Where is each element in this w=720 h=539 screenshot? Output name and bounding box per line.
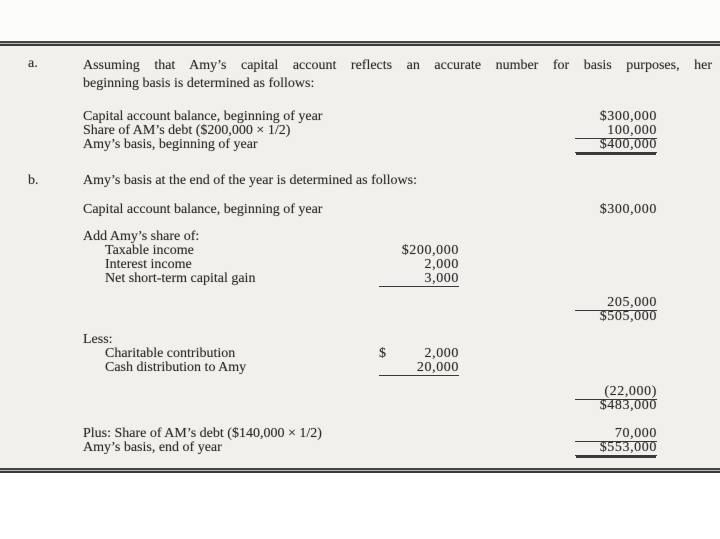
table-row [83,347,657,361]
row-label: Taxable income [105,243,194,258]
page-top-margin [0,0,720,41]
item-b-header [0,174,720,188]
row-label: Plus: Share of AM’s debt ($140,000 × 1/2) [83,426,322,441]
table-row [83,333,657,347]
right-amount: 100,000 [575,124,657,139]
row-label: Capital account balance, beginning of year [83,202,323,217]
table-row [83,272,657,286]
table-row [83,399,657,413]
mid-amount [379,244,459,258]
right-amount: (22,000) [575,385,657,400]
page-bottom-margin [0,473,720,539]
item-a-intro [83,57,712,93]
amount-value: 3,000 [424,271,459,286]
right-amount: $300,000 [599,109,657,124]
document-content [0,46,720,468]
row-label: Share of AM’s debt ($200,000 × 1/2) [83,123,291,138]
mid-amount [379,361,459,376]
item-b-marker: b. [28,173,39,188]
amount-value: $200,000 [401,243,459,258]
table-row [83,310,657,324]
right-amount: $505,000 [599,309,657,324]
content-bottom-gap [0,455,720,468]
item-b-intro: Amy’s basis at the end of the year is determined as follows: [83,173,417,188]
item-a-header [0,57,720,93]
table-row [83,258,657,272]
table-row [83,110,657,124]
row-label: Net short-term capital gain [105,271,256,286]
right-amount: 70,000 [575,427,657,442]
table-row [83,441,657,455]
right-amount: 205,000 [575,296,657,311]
table-row [83,361,657,375]
row-label: Cash distribution to Amy [105,360,247,375]
table-row [83,244,657,258]
amount-value: 2,000 [424,346,459,361]
table-row [83,124,657,138]
mid-amount [379,272,459,287]
item-b-table [0,203,720,455]
table-row [83,138,657,152]
item-a-marker: a. [28,56,38,71]
item-a-table [0,110,720,152]
amount-value: 2,000 [424,257,459,272]
right-amount: $300,000 [599,202,657,217]
table-row [83,296,657,310]
item-a-intro-line2: beginning basis is determined as follows: [83,76,315,91]
row-label: Charitable contribution [105,346,236,361]
row-label: Less: [83,332,113,347]
table-row [83,427,657,441]
table-row [83,230,657,244]
right-amount: $483,000 [599,398,657,413]
table-row [83,203,657,217]
row-label: Amy’s basis, beginning of year [83,137,258,152]
amount-value: 20,000 [416,360,459,375]
table-row [83,385,657,399]
row-label: Interest income [105,257,192,272]
right-amount: $400,000 [575,138,657,153]
row-label: Capital account balance, beginning of year [83,109,323,124]
right-amount: $553,000 [575,441,657,456]
currency-sign: $ [379,346,387,361]
mid-amount [379,258,459,272]
row-label: Add Amy’s share of: [83,229,200,244]
item-a-intro-line1: Assuming that Amy’s capital account reflects an accurate number for basis purposes, her [83,58,712,73]
mid-amount [379,347,459,361]
row-label: Amy’s basis, end of year [83,440,222,455]
